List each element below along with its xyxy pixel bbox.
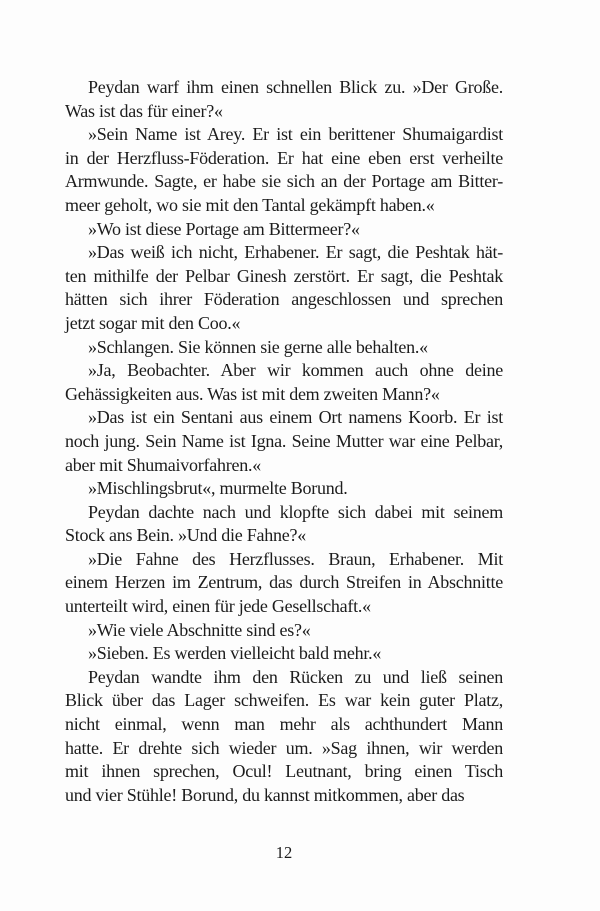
text-line: Blick über das Lager schweifen. Es war kein guter Platz, [65,690,503,711]
text-line: meer geholt, wo sie mit den Tantal gekämpft haben.« [65,194,435,215]
text-line: »Die Fahne des Herzflusses. Braun, Erhabener. Mit [88,548,503,569]
text-line: ten mithilfe der Pelbar Ginesh zerstört. Er sagt, die Peshtak [65,265,503,286]
text-line: mit ihnen sprechen, Ocul! Leutnant, bring einen Tisch [65,761,503,782]
text-line: »Mischlingsbrut«, murmelte Borund. [88,478,348,499]
text-line: einem Herzen im Zentrum, das durch Streifen in Abschnitte [65,572,503,593]
text-line: »Das weiß ich nicht, Erhabener. Er sagt, die Peshtak hät- [88,242,503,263]
text-line: Gehässigkeiten aus. Was ist mit dem zweiten Mann?« [65,383,440,404]
text-line: hatte. Er drehte sich wieder um. »Sag ihnen, wir werden [65,737,503,758]
text-line: »Das ist ein Sentani aus einem Ort namens Koorb. Er ist [88,407,503,428]
text-line: noch jung. Sein Name ist Igna. Seine Mutter war eine Pelbar, [65,430,503,451]
text-line: Peydan wandte ihm den Rücken zu und ließ seinen [88,666,503,687]
page-text [65,76,503,807]
text-line: aber mit Shumaivorfahren.« [65,454,261,475]
text-line: nicht einmal, wenn man mehr als achthundert Mann [65,714,503,735]
text-line: Was ist das für einer?« [65,100,223,121]
page-number: 12 [275,843,293,862]
text-line: »Sein Name ist Arey. Er ist ein berittener Shumaigardist [88,124,503,145]
text-line: und vier Stühle! Borund, du kannst mitkommen, aber das [65,784,465,805]
text-line: Peydan warf ihm einen schnellen Blick zu. »Der Große. [88,77,503,97]
text-line: »Ja, Beobachter. Aber wir kommen auch ohne deine [88,360,503,381]
text-line: »Wo ist diese Portage am Bittermeer?« [88,218,360,239]
text-line: »Schlangen. Sie können sie gerne alle behalten.« [88,336,428,357]
text-line: in der Herzfluss-Föderation. Er hat eine eben erst verheilte [65,147,503,168]
text-line: unterteilt wird, einen für jede Gesellschaft.« [65,596,371,617]
text-line: »Sieben. Es werden vielleicht bald mehr.« [88,643,382,664]
text-line: Peydan dachte nach und klopfte sich dabei mit seinem [88,501,503,522]
text-line: jetzt sogar mit den Coo.« [65,312,241,333]
text-line: Stock ans Bein. »Und die Fahne?« [65,525,306,546]
text-line: hätten sich ihrer Föderation angeschlossen und sprechen [65,289,503,310]
text-line: Armwunde. Sagte, er habe sie sich an der Portage am Bitter- [65,171,503,192]
text-line: »Wie viele Abschnitte sind es?« [88,619,311,640]
